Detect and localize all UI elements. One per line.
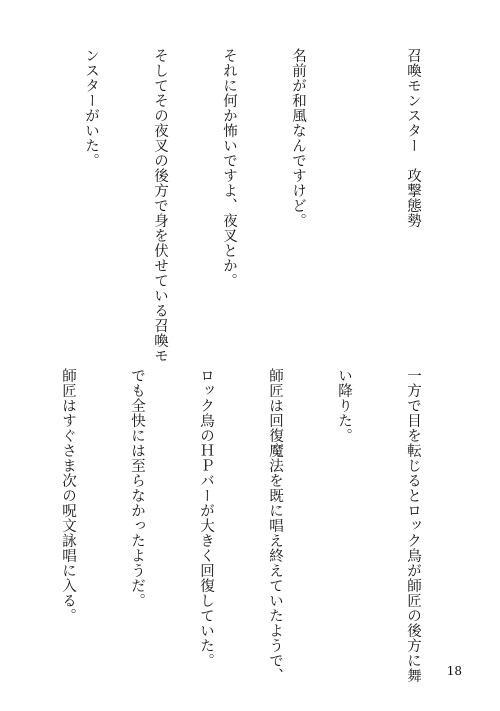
text-line: ンスターがいた。 [83, 48, 99, 168]
text-line: それに何か怖いですよ、夜叉とか。 [221, 48, 237, 288]
text-line: そしてその夜叉の後方で身を伏せている召喚モ [152, 48, 168, 363]
text-line: 一方で目を転じるとロック鳥が師匠の後方に舞 [405, 368, 421, 683]
text-line: い降りた。 [336, 368, 352, 443]
text-line: 師匠は回復魔法を既に唱え終えていたようで、 [267, 368, 283, 683]
text-line: 召喚モンスター 攻撃態勢 [405, 48, 421, 228]
text-line: 名前が和風なんですけど。 [290, 48, 306, 228]
text-line: ロック鳥のＨＰバーが大きく回復していた。 [198, 368, 214, 668]
page-number: 18 [446, 664, 462, 678]
text-line: でも全快には至らなかったようだ。 [129, 368, 145, 608]
text-line: 師匠はすぐさま次の呪文詠唱に入る。 [60, 368, 76, 623]
top-text-section [0, 48, 470, 363]
